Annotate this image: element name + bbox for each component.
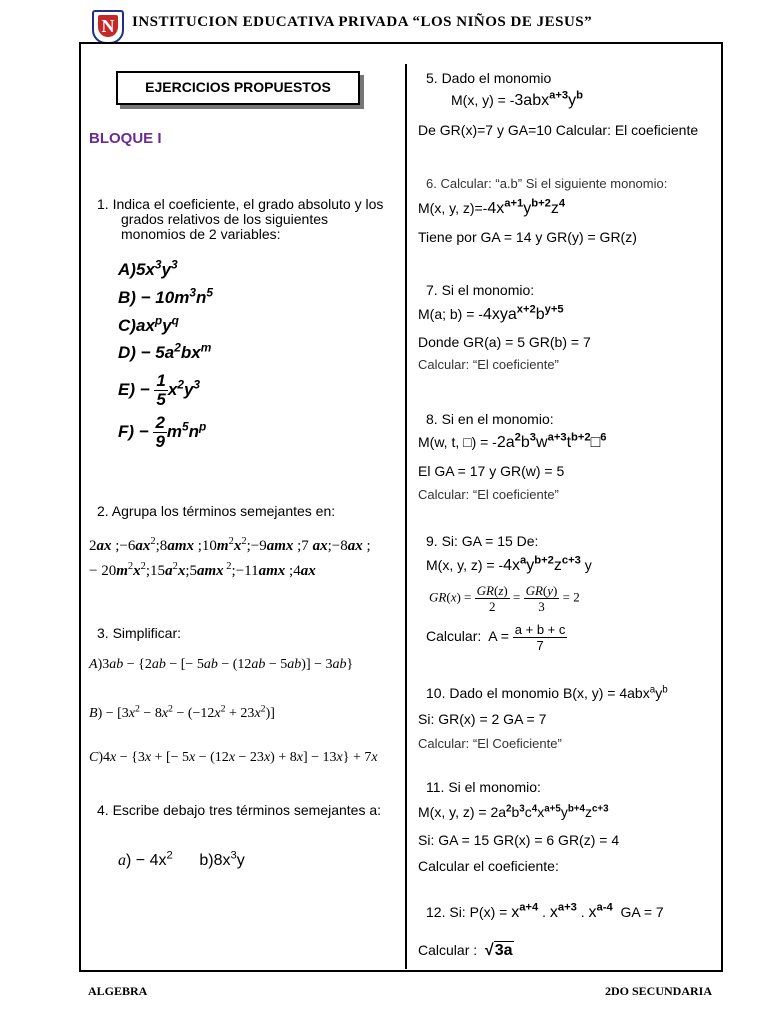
q1-line1: 1. Indica el coeficiente, el grado absoluto y los (97, 196, 384, 212)
q1-item-d: $D) - 5a^2bx^m$ (118, 340, 212, 362)
q2-terms-line1: 2ax $;-6ax^2;8amx$ $;10m^2x^2;-9amx$ ;7 ax;−8ax ; (89, 536, 371, 554)
q8-line3: El GA = 17 y GR(w) = 5 (418, 463, 565, 479)
q8-expr: M(w, t, □) = $-2a^2b^3w^{a+3}t^{b+2}□^6$ (418, 431, 607, 451)
column-divider (405, 64, 407, 969)
q1-item-c: $C)ax^py^q$ (118, 313, 179, 335)
q7-expr: M(a; $b) = -4xya^{x+2}b^{y+5}$ (418, 303, 564, 323)
q9-expr: M(x, y, $z) = -4x^ay^{b+2}z^{c+3}$ y (426, 554, 592, 574)
q10-line2: Si: GR(x) = 2 GA = 7 (418, 711, 547, 727)
q7-line4: Calcular: “El coeficiente” (418, 357, 559, 372)
q8-line4: Calcular: “El coeficiente” (418, 487, 559, 502)
q5-line2: De GR(x)=7 y GA=10 Calcular: El coeficiente (418, 122, 699, 138)
q4-terms: $a) - 4x^2$ $b)8x^3y$ (118, 849, 245, 869)
q3-expr-b: $B) - [3x^2 - 8x^2 - (-12x^2 + 23x^2)]$ (89, 703, 275, 721)
q1-line2: grados relativos de los siguientes (121, 211, 329, 227)
q1-item-b: $B) - 10m^3n^5$ (118, 285, 213, 307)
q5-expr: M(x, $y) = -3abx^{a+3}y^b$ (451, 89, 583, 109)
q8-label: 8. Si en el monomio: (426, 411, 554, 427)
q2-prompt: 2. Agrupa los términos semejantes en: (97, 503, 336, 519)
page-header (92, 8, 732, 40)
q11-line4: Calcular el coeficiente: (418, 858, 559, 874)
q12-expr: 12. Si: $P(x) = x^{a+4}$ . $x^{a+3}$ . $x^{a-4}$ GA = 7 (426, 901, 664, 921)
q9-calc: Calcular: A = $\frac{a + b + c}{7}$ (426, 622, 566, 653)
bloque-heading: BLOQUE I (89, 130, 162, 147)
q6-expr: M(x, y, $z)=-4x^{a+1}y^{b+2}z^4$ (418, 197, 566, 217)
q9-condition: GR(x) = $\frac{GR(z)}{2}$ = $\frac{GR(y)}{3}$ = 2 (429, 583, 580, 614)
q6-line3: Tiene por GA = 14 y GR(y) = GR(z) (418, 229, 637, 245)
q12-calc: Calcular : √3a (418, 942, 513, 959)
q3-expr-a: A)3ab − {2ab − [− 5ab − (12ab − 5ab)] − 3ab} (89, 657, 354, 672)
q4-prompt: 4. Escribe debajo tres términos semejantes a: (97, 802, 382, 818)
q2-terms-line2: − $20m^2x^2;15a^2x;5amx$ $^2$;−11amx ;4ax (89, 561, 316, 579)
institution-name: INSTITUCION EDUCATIVA PRIVADA “LOS NIÑOS DE JESUS” (132, 14, 593, 30)
q1-line3: monomios de 2 variables: (121, 226, 281, 242)
q11-line3: Si: GA = 15 GR(x) = 6 GR(z) = 4 (418, 832, 620, 848)
q11-expr: M(x, y, $z) = 2a^2b^3c^4x^{a+5}y^{b+4}z^{c+3}$ (418, 803, 609, 820)
q5-label: 5. Dado el monomio (426, 70, 552, 86)
q10-label: 10. Dado el monomio B(x, $y) = 4abx^ay^b$ (426, 684, 668, 701)
school-logo (92, 10, 124, 44)
q1-item-a: $A)5x^3y^3$ (118, 257, 178, 279)
q9-label: 9. Si: GA = 15 De: (426, 533, 539, 549)
q11-label: 11. Si el monomio: (426, 779, 541, 795)
q7-line3: Donde GR(a) = 5 GR(b) = 7 (418, 334, 591, 350)
q6-label: 6. Calcular: “a.b” Si el siguiente monomio: (426, 176, 668, 191)
q1-item-f: F) − $\frac{2}{9}$ $m^5n^p$ (118, 413, 207, 451)
logo-letter: N (98, 15, 118, 37)
q3-prompt: 3. Simplificar: (97, 625, 182, 641)
footer-subject: ALGEBRA (88, 984, 148, 998)
section-title: EJERCICIOS PROPUESTOS (116, 71, 360, 105)
q1-item-e: E) − $\frac{1}{5}$ $x^2y^3$ (118, 371, 201, 409)
q7-label: 7. Si el monomio: (426, 282, 535, 298)
q10-line3: Calcular: “El Coeficiente” (418, 736, 562, 751)
q3-expr-c: C)4x − {3x + [− 5x − (12x − 23x) + 8x] − 13x} + 7x (89, 750, 378, 765)
footer-grade: 2DO SECUNDARIA (605, 984, 713, 998)
